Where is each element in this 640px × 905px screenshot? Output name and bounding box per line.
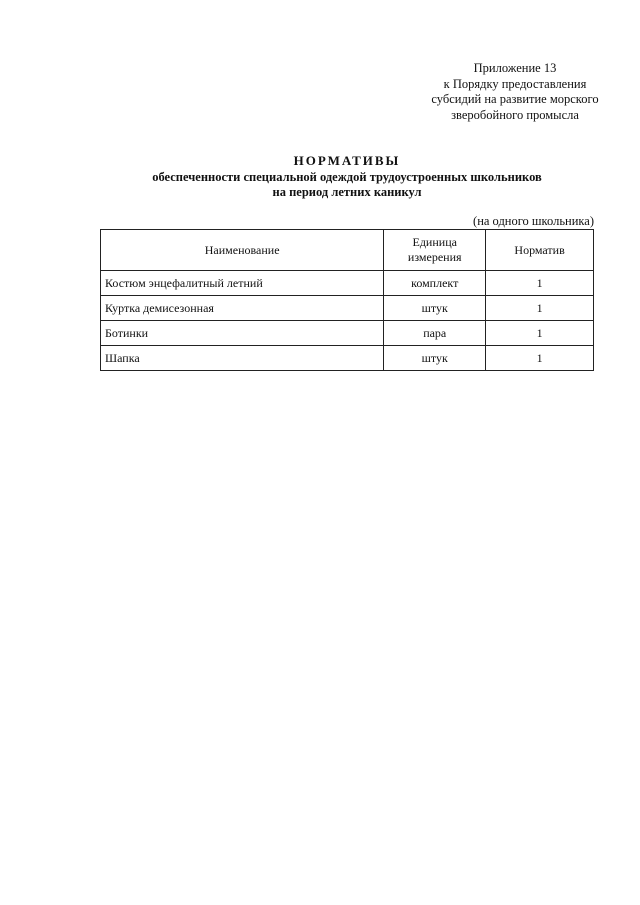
header-unit-line-1: Единица	[412, 235, 457, 249]
table-row	[101, 271, 594, 296]
title-subtitle-line-1: обеспеченности специальной одеждой трудоустроенных школьников	[152, 170, 542, 184]
appendix-line: Приложение 13	[473, 61, 557, 75]
row-name: Куртка демисезонная	[101, 296, 384, 321]
table-row	[101, 321, 594, 346]
table-row	[101, 296, 594, 321]
header-name: Наименование	[101, 230, 384, 271]
appendix-header	[410, 61, 620, 123]
unit-note: (на одного школьника)	[473, 214, 594, 228]
appendix-line: зверобойного промысла	[451, 107, 579, 122]
table-header-row	[101, 230, 594, 271]
row-norm: 1	[486, 271, 594, 296]
document-title	[100, 152, 594, 200]
title-main: НОРМАТИВЫ	[293, 153, 401, 168]
row-unit: пара	[384, 321, 486, 346]
title-subtitle-line-2: на период летних каникул	[272, 185, 422, 199]
header-norm: Норматив	[486, 230, 594, 271]
row-norm: 1	[486, 346, 594, 371]
row-name: Ботинки	[101, 321, 384, 346]
header-unit	[384, 230, 486, 271]
row-name: Шапка	[101, 346, 384, 371]
row-unit: комплект	[384, 271, 486, 296]
row-norm: 1	[486, 321, 594, 346]
row-name: Костюм энцефалитный летний	[101, 271, 384, 296]
row-unit: штук	[384, 296, 486, 321]
header-unit-line-2: измерения	[407, 250, 462, 264]
row-norm: 1	[486, 296, 594, 321]
row-unit: штук	[384, 346, 486, 371]
norms-table	[100, 229, 594, 371]
appendix-line: субсидий на развитие морского	[431, 92, 599, 106]
table-row	[101, 346, 594, 371]
appendix-line: к Порядку предоставления	[443, 76, 587, 91]
